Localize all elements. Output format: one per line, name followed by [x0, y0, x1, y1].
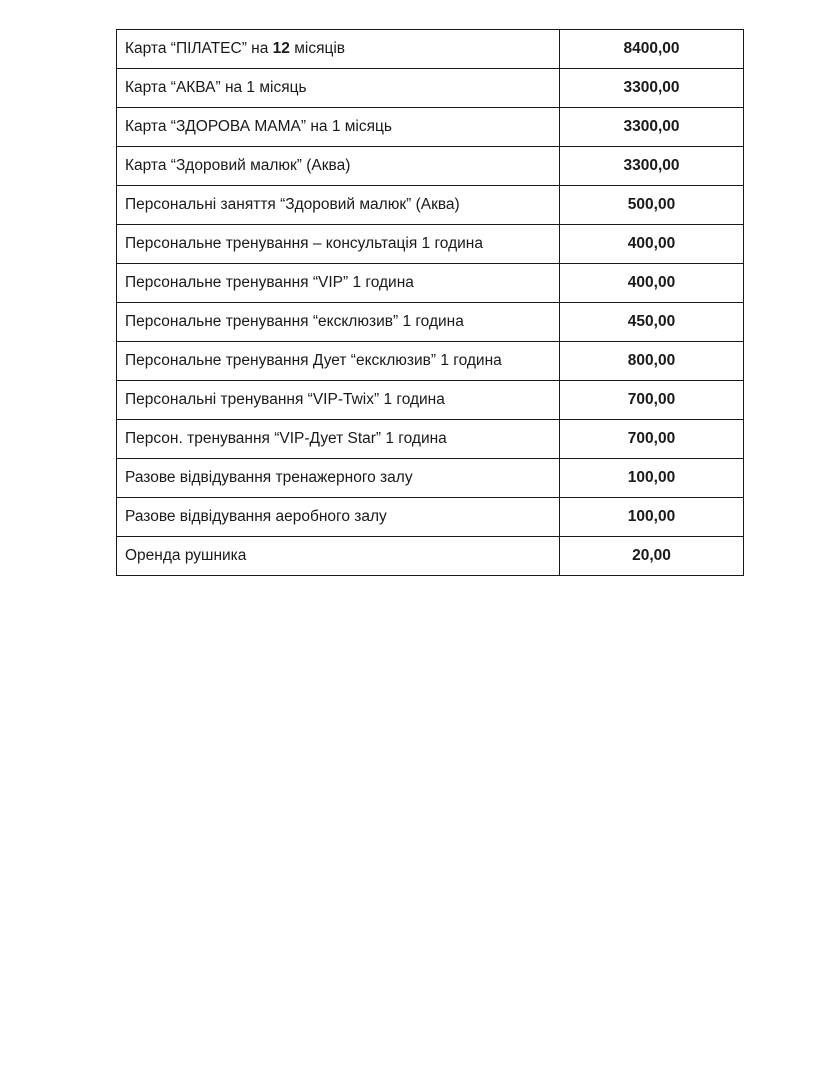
price-cell: 700,00 — [560, 381, 744, 420]
table-row — [117, 264, 744, 303]
service-name-cell: Разове відвідування тренажерного залу — [117, 459, 560, 498]
price-cell: 400,00 — [560, 225, 744, 264]
price-cell: 700,00 — [560, 420, 744, 459]
table-row — [117, 420, 744, 459]
price-cell: 450,00 — [560, 303, 744, 342]
table-row — [117, 459, 744, 498]
table-row — [117, 537, 744, 576]
service-name-bold-part: 12 — [272, 40, 290, 57]
price-cell: 400,00 — [560, 264, 744, 303]
price-cell: 800,00 — [560, 342, 744, 381]
service-name-part: місяців — [289, 40, 346, 57]
price-cell: 3300,00 — [560, 69, 744, 108]
service-name-cell: Оренда рушника — [117, 537, 560, 576]
service-name-cell: Персональне тренування Дует “ексклюзив” 1 година — [117, 342, 560, 381]
service-name-cell: Карта “Здоровий малюк” (Аква) — [117, 147, 560, 186]
price-table — [116, 29, 744, 576]
price-cell: 100,00 — [560, 498, 744, 537]
service-name-cell: Карта “АКВА” на 1 місяць — [117, 69, 560, 108]
table-row — [117, 498, 744, 537]
table-row — [117, 147, 744, 186]
service-name-cell: Персональні тренування “VIP-Twix” 1 година — [117, 381, 560, 420]
table-row — [117, 381, 744, 420]
price-cell: 20,00 — [560, 537, 744, 576]
price-cell: 8400,00 — [560, 30, 744, 69]
price-cell: 100,00 — [560, 459, 744, 498]
service-name-cell: Персональне тренування – консультація 1 година — [117, 225, 560, 264]
price-cell: 3300,00 — [560, 147, 744, 186]
table-row — [117, 108, 744, 147]
table-row — [117, 69, 744, 108]
table-row — [117, 225, 744, 264]
service-name-part: Карта “ПІЛАТЕС” на — [125, 40, 273, 57]
service-name-cell: Персональне тренування “VIP” 1 година — [117, 264, 560, 303]
table-row — [117, 342, 744, 381]
service-name-cell: Разове відвідування аеробного залу — [117, 498, 560, 537]
table-row — [117, 186, 744, 225]
price-cell: 3300,00 — [560, 108, 744, 147]
price-cell: 500,00 — [560, 186, 744, 225]
service-name-cell: Персональні заняття “Здоровий малюк” (Аква) — [117, 186, 560, 225]
table-row — [117, 303, 744, 342]
service-name-cell — [117, 30, 560, 69]
service-name-cell: Персон. тренування “VIP-Дует Star” 1 година — [117, 420, 560, 459]
table-row — [117, 30, 744, 69]
service-name-cell: Персональне тренування “ексклюзив” 1 година — [117, 303, 560, 342]
service-name-cell: Карта “ЗДОРОВА МАМА” на 1 місяць — [117, 108, 560, 147]
